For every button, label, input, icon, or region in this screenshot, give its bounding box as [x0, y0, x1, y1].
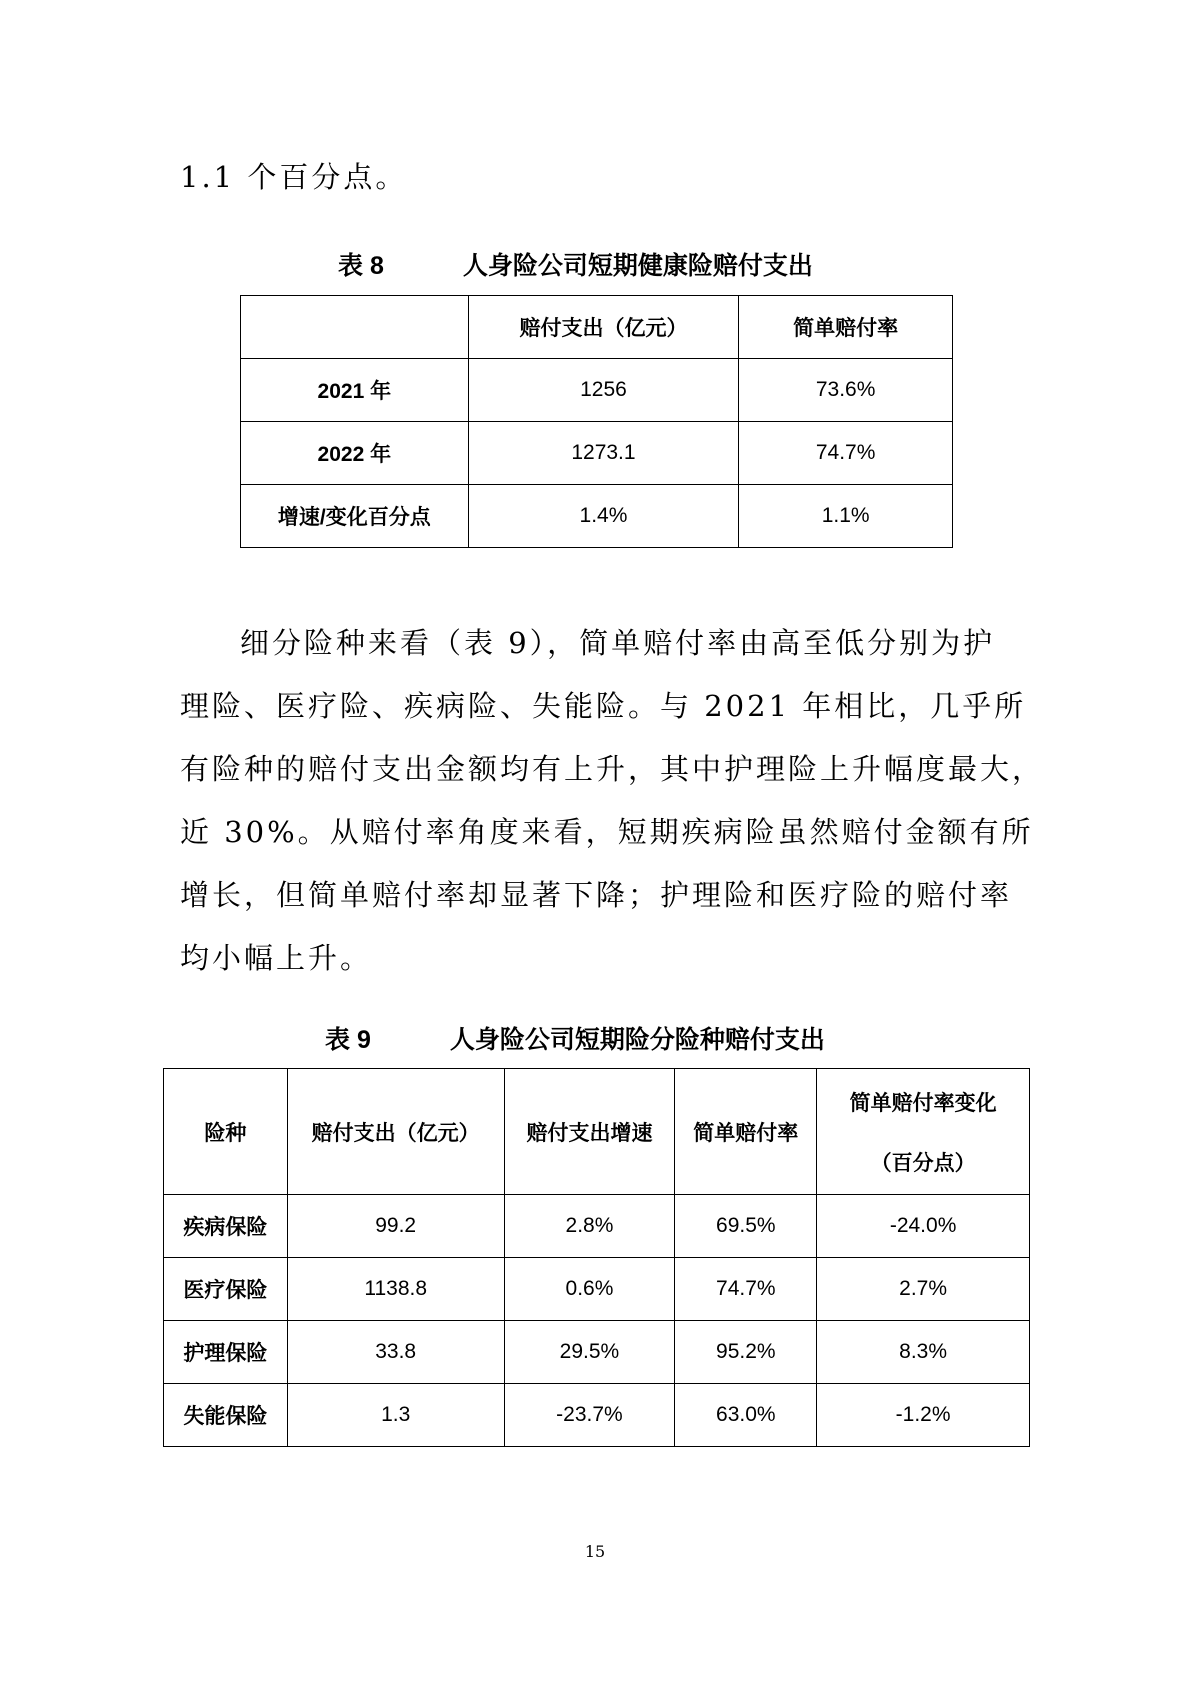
table9-title: 人身险公司短期险分险种赔付支出 [449, 1026, 825, 1054]
table9-cell: 0.6% [504, 1258, 675, 1321]
table9-header-ratio-change-line2: （百分点） [870, 1151, 976, 1175]
table8-header-payout: 赔付支出（亿元） [468, 296, 739, 359]
table-row [164, 1321, 1030, 1384]
table9-cell: 74.7% [675, 1258, 817, 1321]
table8-cell: 1.1% [739, 485, 953, 548]
table-row [164, 1384, 1030, 1447]
paragraph-line: 增长，但简单赔付率却显著下降；护理险和医疗险的赔付率 [180, 878, 1013, 912]
table8-cell: 74.7% [739, 422, 953, 485]
table9-header-payout: 赔付支出（亿元） [287, 1069, 504, 1195]
table9-cell: 8.3% [817, 1321, 1030, 1384]
table9-row-label: 护理保险 [164, 1321, 288, 1384]
table8-title: 人身险公司短期健康险赔付支出 [462, 252, 813, 280]
table9-cell: 1138.8 [287, 1258, 504, 1321]
page-number: 15 [584, 1542, 606, 1561]
table9-label: 表 9 [325, 1026, 371, 1054]
table9-cell: 69.5% [675, 1195, 817, 1258]
paragraph-line: 近 30%。从赔付率角度来看，短期疾病险虽然赔付金额有所 [180, 815, 1034, 849]
table9-cell: 2.7% [817, 1258, 1030, 1321]
table9 [163, 1068, 1030, 1447]
table8 [240, 295, 953, 548]
table8-header-ratio: 简单赔付率 [739, 296, 953, 359]
table9-cell: 63.0% [675, 1384, 817, 1447]
table8-cell: 1256 [468, 359, 739, 422]
paragraph-line: 细分险种来看（表 9），简单赔付率由高至低分别为护 [240, 626, 996, 660]
table8-cell: 1273.1 [468, 422, 739, 485]
table9-cell: -24.0% [817, 1195, 1030, 1258]
table9-row-label: 疾病保险 [164, 1195, 288, 1258]
table9-row-label: 失能保险 [164, 1384, 288, 1447]
table-row [164, 1195, 1030, 1258]
table9-header-type: 险种 [164, 1069, 288, 1195]
table8-header-empty [241, 296, 469, 359]
paragraph-line: 有险种的赔付支出金额均有上升，其中护理险上升幅度最大， [180, 752, 1045, 786]
table8-cell: 1.4% [468, 485, 739, 548]
table-row [241, 485, 953, 548]
table9-header-ratio-change [817, 1069, 1030, 1195]
table9-header-growth: 赔付支出增速 [504, 1069, 675, 1195]
table-row [241, 422, 953, 485]
table-row [241, 359, 953, 422]
table8-row-label: 2021 年 [241, 359, 469, 422]
table8-cell: 73.6% [739, 359, 953, 422]
table9-cell: 29.5% [504, 1321, 675, 1384]
paragraph-line: 理险、医疗险、疾病险、失能险。与 2021 年相比，几乎所 [180, 689, 1027, 723]
table8-caption [338, 246, 813, 282]
intro-line: 1.1 个百分点。 [180, 160, 408, 194]
table8-label: 表 8 [338, 252, 384, 280]
table9-row-label: 医疗保险 [164, 1258, 288, 1321]
table8-row-label: 增速/变化百分点 [241, 485, 469, 548]
table9-cell: 99.2 [287, 1195, 504, 1258]
paragraph-line: 均小幅上升。 [180, 941, 373, 975]
table9-cell: 33.8 [287, 1321, 504, 1384]
table9-header-ratio: 简单赔付率 [675, 1069, 817, 1195]
table9-caption [325, 1020, 825, 1056]
table9-cell: 2.8% [504, 1195, 675, 1258]
table9-cell: -1.2% [817, 1384, 1030, 1447]
table9-cell: 95.2% [675, 1321, 817, 1384]
table8-header-row [241, 296, 953, 359]
table9-cell: -23.7% [504, 1384, 675, 1447]
table9-header-row [164, 1069, 1030, 1195]
table8-row-label: 2022 年 [241, 422, 469, 485]
table9-cell: 1.3 [287, 1384, 504, 1447]
table-row [164, 1258, 1030, 1321]
table9-header-ratio-change-line1: 简单赔付率变化 [849, 1091, 997, 1115]
